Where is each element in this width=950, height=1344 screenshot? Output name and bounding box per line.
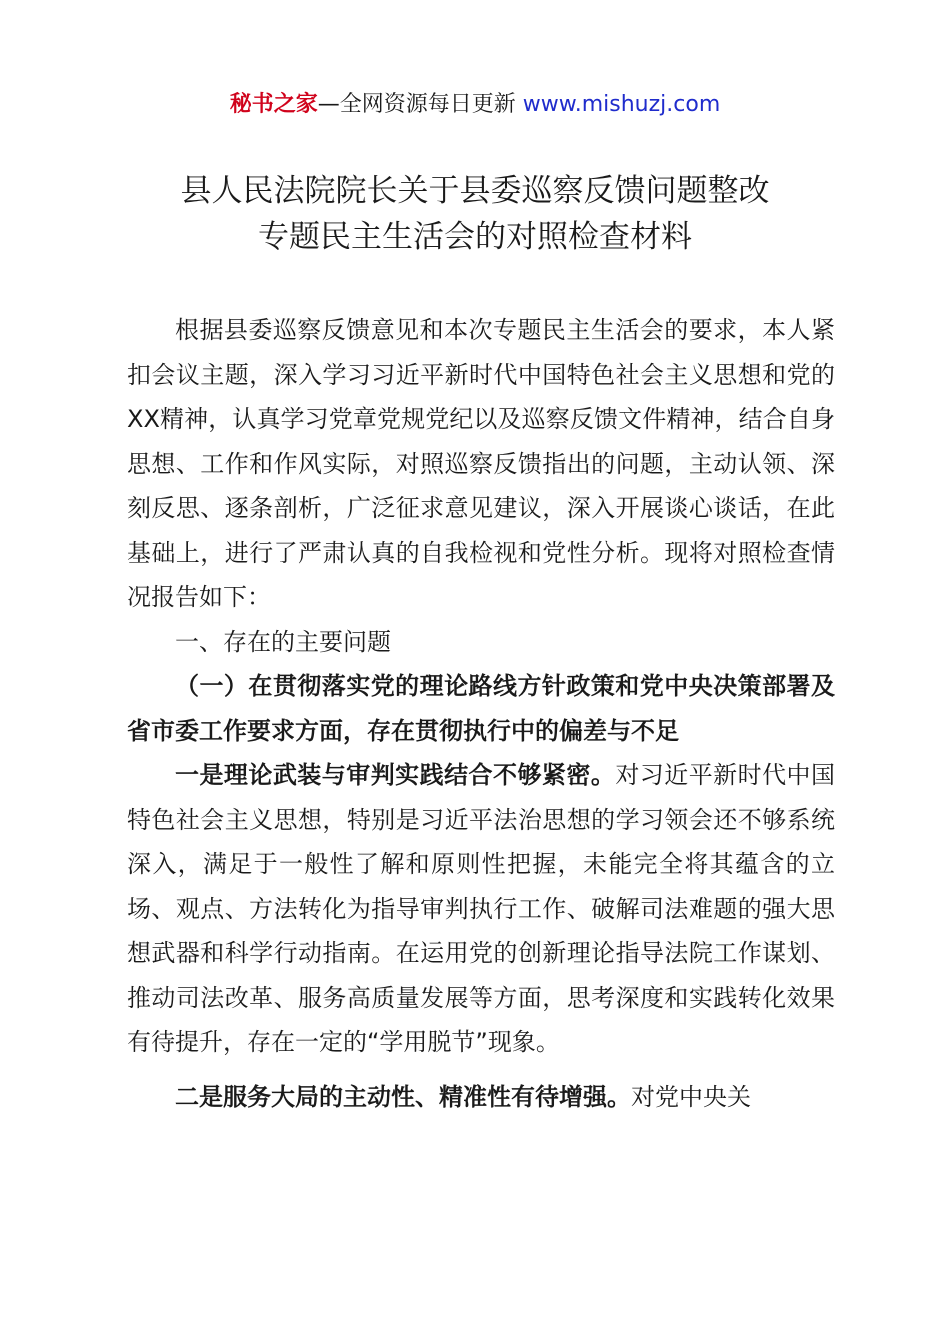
point-2-text: 对党中央关 xyxy=(631,1082,751,1111)
title-line-1: 县人民法院院长关于县委巡察反馈问题整改 xyxy=(180,173,770,209)
title-line-2: 专题民主生活会的对照检查材料 xyxy=(258,219,692,255)
point-2-lead: 二是服务大局的主动性、精准性有待增强。 xyxy=(175,1082,631,1111)
document-title xyxy=(0,168,950,260)
site-header xyxy=(0,88,950,122)
site-tagline: —全网资源每日更新 xyxy=(317,92,523,117)
document-body xyxy=(127,308,835,1119)
section-heading-1: 一、存在的主要问题 xyxy=(175,627,391,656)
point-1-paragraph xyxy=(127,753,835,1065)
site-url-link[interactable]: www.mishuzj.com xyxy=(522,92,721,117)
site-brand: 秘书之家 xyxy=(229,92,318,117)
intro-paragraph: 根据县委巡察反馈意见和本次专题民主生活会的要求，本人紧扣会议主题，深入学习习近平新时代中国特色社会主义思想和党的XX精神，认真学习党章党规党纪以及巡察反馈文件精神，结合自身思想、工作和作风实际，对照巡察反馈指出的问题，主动认领、深刻反思、逐条剖析，广泛征求意见建议，深入开展谈心谈话，在此基础上，进行了严肃认真的自我检视和党性分析。现将对照检查情况报告如下： xyxy=(127,316,835,611)
point-2-paragraph xyxy=(127,1075,835,1120)
subsection-heading-1: （一）在贯彻落实党的理论路线方针政策和党中央决策部署及省市委工作要求方面，存在贯彻执行中的偏差与不足 xyxy=(127,672,835,745)
point-1-text: 对习近平新时代中国特色社会主义思想，特别是习近平法治思想的学习领会还不够系统深入，满足于一般性了解和原则性把握，未能完全将其蕴含的立场、观点、方法转化为指导审判执行工作、破解司法难题的强大思想武器和科学行动指南。在运用党的创新理论指导法院工作谋划、推动司法改革、服务高质量发展等方面，思考深度和实践转化效果有待提升，存在一定的“学用脱节”现象。 xyxy=(127,761,836,1056)
point-1-lead: 一是理论武装与审判实践结合不够紧密。 xyxy=(175,761,616,789)
